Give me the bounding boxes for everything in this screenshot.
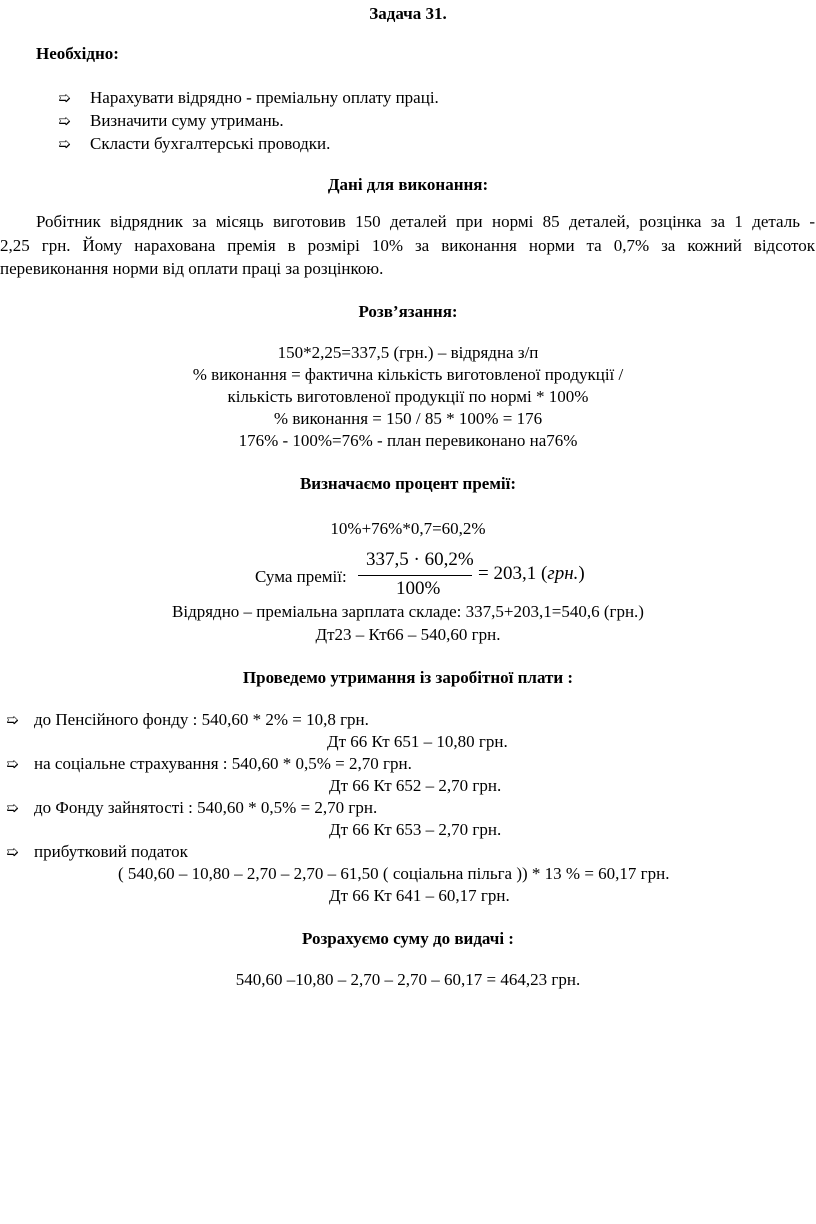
solution-heading: Розв’язання: [358,302,458,321]
problem-line: Робітник відрядник за місяць виготовив 150 деталей при нормі 85 деталей, розцінка за 1 деталь - [36,212,815,231]
payout-line: 540,60 –10,80 – 2,70 – 2,70 – 60,17 = 464,23 грн. [235,970,581,989]
bonus-sum-close: ) [578,563,585,584]
bonus-heading: Визначаємо процент премії: [299,474,517,493]
solution-line: % виконання = 150 / 85 * 100% = 176 [273,409,543,428]
salary-line: Відрядно – преміальна зарплата складе: 337,5+203,1=540,6 (грн.) [172,602,644,621]
arrow-bullet-icon: ➯ [6,799,19,817]
bonus-sum-unit: грн. [547,563,579,584]
bonus-sum-result-value: = 203,1 ( [478,563,548,584]
salary-entry: Дт23 – Кт66 – 540,60 грн. [315,625,501,644]
arrow-bullet-icon: ➯ [6,843,19,861]
data-heading: Дані для виконання: [327,175,489,194]
problem-line: перевиконання норми від оплати праці за розцінкою. [0,259,384,278]
deduction-entry: Дт 66 Кт 653 – 2,70 грн. [329,820,502,839]
deduction-entry: Дт 66 Кт 641 – 60,17 грн. [329,886,510,905]
payout-heading: Розрахуємо суму до видачі : [302,929,514,948]
arrow-bullet-icon: ➯ [58,135,71,153]
deduction-item: до Фонду зайнятості : 540,60 * 0,5% = 2,70 грн. [34,798,378,817]
deduction-item: на соціальне страхування : 540,60 * 0,5% = 2,70 грн. [34,754,412,773]
bonus-sum-label: Сума премії: [255,567,347,586]
task-item: Визначити суму утримань. [90,111,284,130]
bonus-sum-denominator: 100% [396,578,441,599]
bonus-sum-numerator: 337,5 · 60,2% [366,549,474,570]
deduction-entry: Дт 66 Кт 652 – 2,70 грн. [329,776,502,795]
deduction-item: прибутковий податок [34,842,188,861]
bonus-sum-result [478,563,585,585]
arrow-bullet-icon: ➯ [58,89,71,107]
bonus-percent-line: 10%+76%*0,7=60,2% [330,519,486,538]
arrow-bullet-icon: ➯ [6,711,19,729]
arrow-bullet-icon: ➯ [6,755,19,773]
required-heading: Необхідно: [36,44,119,63]
solution-line: 150*2,25=337,5 (грн.) – відрядна з/п [277,343,539,362]
deductions-heading: Проведемо утримання із заробітної плати : [242,668,574,687]
task-item: Скласти бухгалтерські проводки. [90,134,331,153]
problem-line: 2,25 грн. Йому нарахована премія в розмірі 10% за виконання норми та 0,7% за кожний відсоток [0,236,815,255]
solution-line: кількість виготовленої продукції по нормі * 100% [227,387,589,406]
solution-line: % виконання = фактична кількість виготовленої продукції / [192,365,624,384]
task-item: Нарахувати відрядно - преміальну оплату праці. [90,88,439,107]
deduction-item: до Пенсійного фонду : 540,60 * 2% = 10,8 грн. [34,710,369,729]
deduction-entry: Дт 66 Кт 651 – 10,80 грн. [327,732,508,751]
deduction-detail: ( 540,60 – 10,80 – 2,70 – 2,70 – 61,50 ( соціальна пільга )) * 13 % = 60,17 грн. [118,864,670,883]
fraction-bar [358,575,472,576]
solution-line: 176% - 100%=76% - план перевиконано на76% [238,431,578,450]
task-title: Задача 31. [369,4,447,23]
arrow-bullet-icon: ➯ [58,112,71,130]
